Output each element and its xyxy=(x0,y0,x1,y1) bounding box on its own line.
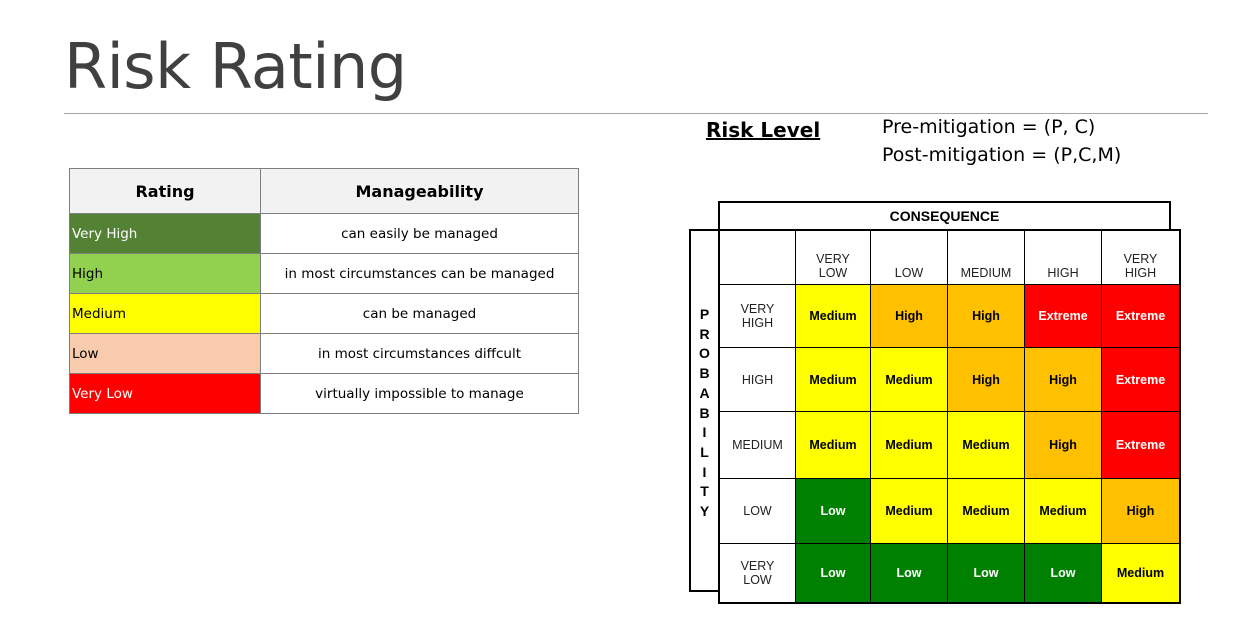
risk-cell-extreme: Extreme xyxy=(1102,348,1181,412)
risk-cell-medium: Medium xyxy=(796,285,871,348)
consequence-column-header: VERY HIGH xyxy=(1102,230,1181,285)
probability-letter: B xyxy=(699,365,710,382)
matrix-row xyxy=(719,412,1180,479)
consequence-column-header: HIGH xyxy=(1025,230,1102,285)
title-divider xyxy=(64,113,1208,114)
manageability-cell: can be managed xyxy=(261,294,579,334)
manageability-cell: in most circumstances diffcult xyxy=(261,334,579,374)
risk-cell-medium: Medium xyxy=(796,412,871,479)
risk-cell-low: Low xyxy=(948,544,1025,604)
probability-letter: R xyxy=(699,325,710,342)
risk-matrix xyxy=(718,229,1181,604)
rating-table-header-row xyxy=(70,169,579,214)
rating-cell: Medium xyxy=(70,294,261,334)
manageability-cell: virtually impossible to manage xyxy=(261,374,579,414)
consequence-column-header: MEDIUM xyxy=(948,230,1025,285)
consequence-column-header: VERY LOW xyxy=(796,230,871,285)
risk-cell-high: High xyxy=(1102,479,1181,544)
probability-row-header: HIGH xyxy=(719,348,796,412)
consequence-header xyxy=(718,201,1171,229)
risk-cell-low: Low xyxy=(796,544,871,604)
risk-cell-low: Low xyxy=(796,479,871,544)
probability-row-header: LOW xyxy=(719,479,796,544)
matrix-row xyxy=(719,348,1180,412)
probability-axis xyxy=(689,229,719,592)
risk-cell-medium: Medium xyxy=(796,348,871,412)
rating-cell: Very High xyxy=(70,214,261,254)
probability-letter: T xyxy=(700,483,709,500)
rating-row xyxy=(70,214,579,254)
rating-cell: High xyxy=(70,254,261,294)
risk-cell-high: High xyxy=(871,285,948,348)
rating-row xyxy=(70,374,579,414)
probability-row-header: VERY LOW xyxy=(719,544,796,604)
risk-cell-medium: Medium xyxy=(1025,479,1102,544)
rating-row xyxy=(70,334,579,374)
risk-cell-high: High xyxy=(948,285,1025,348)
risk-cell-medium: Medium xyxy=(948,412,1025,479)
risk-cell-medium: Medium xyxy=(871,479,948,544)
risk-cell-high: High xyxy=(1025,412,1102,479)
matrix-row xyxy=(719,479,1180,544)
post-mitigation-formula: Post-mitigation = (P,C,M) xyxy=(882,144,1122,166)
risk-cell-high: High xyxy=(1025,348,1102,412)
risk-cell-extreme: Extreme xyxy=(1102,412,1181,479)
consequence-label: CONSEQUENCE xyxy=(889,208,1000,224)
risk-cell-low: Low xyxy=(871,544,948,604)
risk-cell-medium: Medium xyxy=(871,348,948,412)
risk-cell-low: Low xyxy=(1025,544,1102,604)
risk-cell-high: High xyxy=(948,348,1025,412)
matrix-row xyxy=(719,544,1180,604)
rating-cell: Low xyxy=(70,334,261,374)
consequence-column-header: LOW xyxy=(871,230,948,285)
probability-letter: B xyxy=(699,404,710,421)
rating-table xyxy=(69,168,579,414)
matrix-row xyxy=(719,285,1180,348)
pre-mitigation-formula: Pre-mitigation = (P, C) xyxy=(882,116,1096,138)
risk-cell-medium: Medium xyxy=(1102,544,1181,604)
rating-column-header: Rating xyxy=(70,169,261,214)
manageability-cell: in most circumstances can be managed xyxy=(261,254,579,294)
rating-row xyxy=(70,294,579,334)
risk-cell-medium: Medium xyxy=(871,412,948,479)
probability-letter: I xyxy=(702,424,707,441)
probability-letter: L xyxy=(700,443,709,460)
rating-cell: Very Low xyxy=(70,374,261,414)
risk-cell-medium: Medium xyxy=(948,479,1025,544)
probability-letter: I xyxy=(702,463,707,480)
risk-cell-extreme: Extreme xyxy=(1102,285,1181,348)
manageability-column-header: Manageability xyxy=(261,169,579,214)
probability-row-header: MEDIUM xyxy=(719,412,796,479)
matrix-header-row xyxy=(719,230,1180,285)
probability-letter: Y xyxy=(699,503,710,520)
probability-letter: P xyxy=(699,306,710,322)
probability-letter: O xyxy=(699,345,710,362)
manageability-cell: can easily be managed xyxy=(261,214,579,254)
matrix-corner-cell xyxy=(719,230,796,285)
risk-cell-extreme: Extreme xyxy=(1025,285,1102,348)
rating-row xyxy=(70,254,579,294)
probability-letter: A xyxy=(699,384,710,401)
page-title: Risk Rating xyxy=(64,30,407,103)
probability-row-header: VERY HIGH xyxy=(719,285,796,348)
risk-level-heading: Risk Level xyxy=(706,118,821,142)
